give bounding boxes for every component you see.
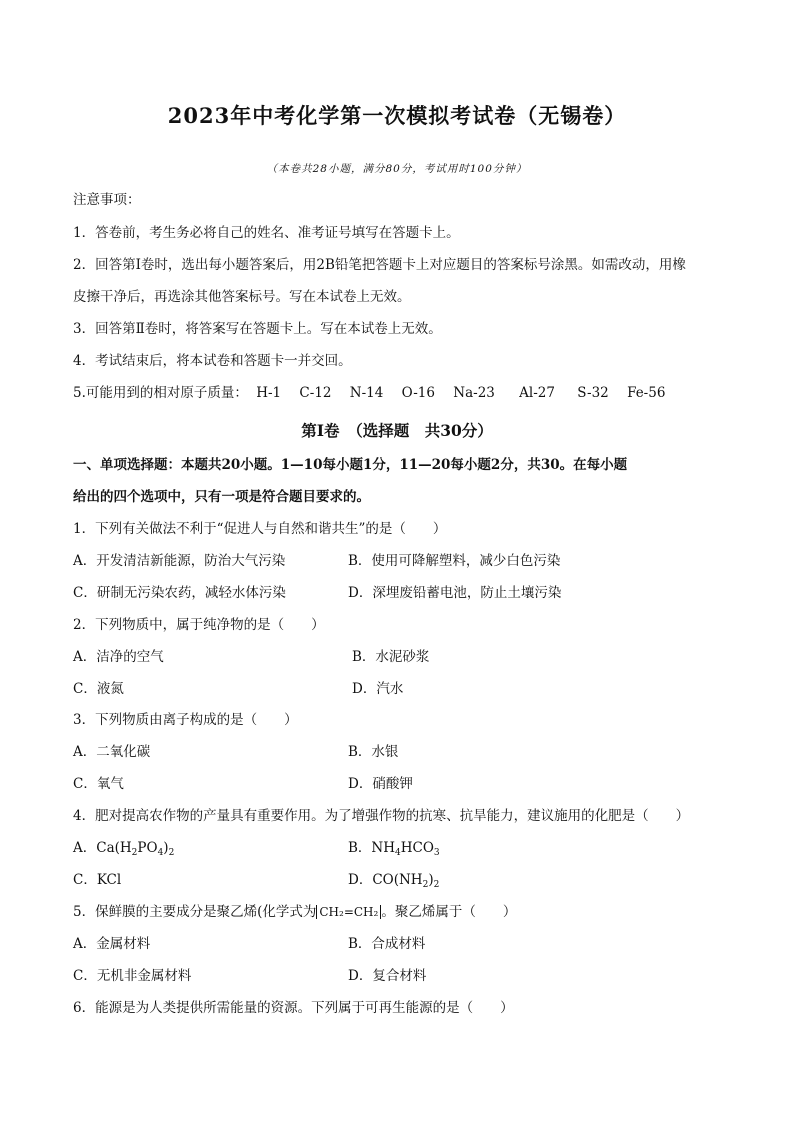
option-a: A．二氧化碳 (73, 744, 151, 760)
formula-subscript: 2 (168, 848, 175, 858)
notice-item: 2．回答第Ⅰ卷时，选出每小题答案后，用2B铅笔把答题卡上对应题目的答案标号涂黑。如需改动，用橡 (73, 257, 686, 273)
option-c: C．无机非金属材料 (73, 968, 192, 984)
option-a: A．开发清洁新能源，防治大气污染 (73, 553, 286, 569)
atomic-masses (73, 384, 679, 402)
formula-subscript: 2 (131, 848, 138, 858)
option-c: C．KCl (73, 872, 122, 888)
formula-subscript: 3 (433, 848, 440, 858)
part-heading: 一、单项选择题：本题共20小题。1—10每小题1分，11—20每小题2分，共30。在每小题 (73, 457, 628, 473)
notice-item: 皮擦干净后，再选涂其他答案标号。写在本试卷上无效。 (73, 289, 411, 305)
option-d (348, 871, 439, 894)
atomic-mass: S-32 (577, 385, 609, 401)
option-a: A．金属材料 (73, 936, 151, 952)
option-a (73, 839, 174, 862)
formula-subscript: 4 (395, 848, 401, 858)
option-label: A． (73, 840, 97, 856)
formula-part: Ca(H (96, 840, 132, 856)
formula-part: NH (371, 840, 396, 856)
page-title: 2023年中考化学第一次模拟考试卷（无锡卷） (167, 103, 627, 128)
formula-subscript: 2 (433, 880, 440, 890)
option-d: D．深埋废铅蓄电池，防止土壤污染 (348, 585, 562, 601)
atomic-mass: Na-23 (453, 385, 495, 401)
atomic-mass: H-1 (256, 385, 282, 401)
stem-text: 5．保鲜膜的主要成分是聚乙烯(化学式为 (73, 904, 317, 920)
notice-item: 4．考试结束后，将本试卷和答题卡一并交回。 (73, 353, 352, 369)
structural-formula: CH₂=CH₂ (316, 905, 381, 919)
option-label: D． (348, 872, 373, 888)
formula-subscript: 4 (157, 848, 164, 858)
notice-item: 3．回答第Ⅱ卷时，将答案写在答题卡上。写在本试卷上无效。 (73, 321, 442, 337)
formula-part: CO(NH (372, 872, 423, 888)
question-stem: 3．下列物质由离子构成的是（ ） (73, 712, 298, 728)
option-d: D．汽水 (352, 681, 404, 697)
formula-subscript: 2 (422, 880, 429, 890)
option-b: B．水银 (348, 744, 399, 760)
option-b (348, 839, 440, 862)
section-title: 第Ⅰ卷 （选择题 共30分） (301, 421, 493, 440)
notice-heading: 注意事项： (73, 192, 141, 208)
option-c: C．研制无污染农药，减轻水体污染 (73, 585, 286, 601)
exam-subtitle: （本卷共28小题，满分80分，考试用时100分钟） (266, 163, 528, 175)
question-stem: 2．下列物质中，属于纯净物的是（ ） (73, 617, 325, 633)
stem-text: 。聚乙烯属于（ ） (381, 904, 517, 920)
question-stem: 1．下列有关做法不利于“促进人与自然和谐共生”的是（ ） (73, 521, 447, 537)
atomic-mass: C-12 (299, 385, 332, 401)
atomic-mass: O-16 (401, 385, 435, 401)
option-c: C．氧气 (73, 776, 124, 792)
part-heading: 给出的四个选项中，只有一项是符合题目要求的。 (73, 489, 370, 505)
option-b: B．合成材料 (348, 936, 426, 952)
option-d: D．硝酸钾 (348, 776, 413, 792)
option-b: B．水泥砂浆 (352, 649, 430, 665)
question-stem (73, 903, 516, 921)
formula-part: ) (428, 872, 434, 888)
atomic-mass: N-14 (349, 385, 384, 401)
formula-part: ) (163, 840, 169, 856)
option-label: B． (348, 840, 372, 856)
question-stem: 6．能源是为人类提供所需能量的资源。下列属于可再生能源的是（ ） (73, 1000, 514, 1016)
atomic-mass: Fe-56 (627, 385, 666, 401)
atomic-masses-label: 5.可能用到的相对原子质量： (73, 385, 248, 401)
question-stem: 4．肥对提高农作物的产量具有重要作用。为了增强作物的抗寒、抗旱能力，建议施用的化肥是（ ） (73, 808, 690, 824)
option-a: A．洁净的空气 (73, 649, 164, 665)
notice-item: 1．答卷前，考生务必将自己的姓名、准考证号填写在答题卡上。 (73, 225, 460, 241)
formula-part: PO (137, 840, 158, 856)
atomic-mass: Al-27 (519, 385, 555, 401)
option-b: B．使用可降解塑料，减少白色污染 (348, 553, 561, 569)
option-c: C．液氮 (73, 681, 124, 697)
formula-part: HCO (400, 840, 434, 856)
option-d: D．复合材料 (348, 968, 427, 984)
